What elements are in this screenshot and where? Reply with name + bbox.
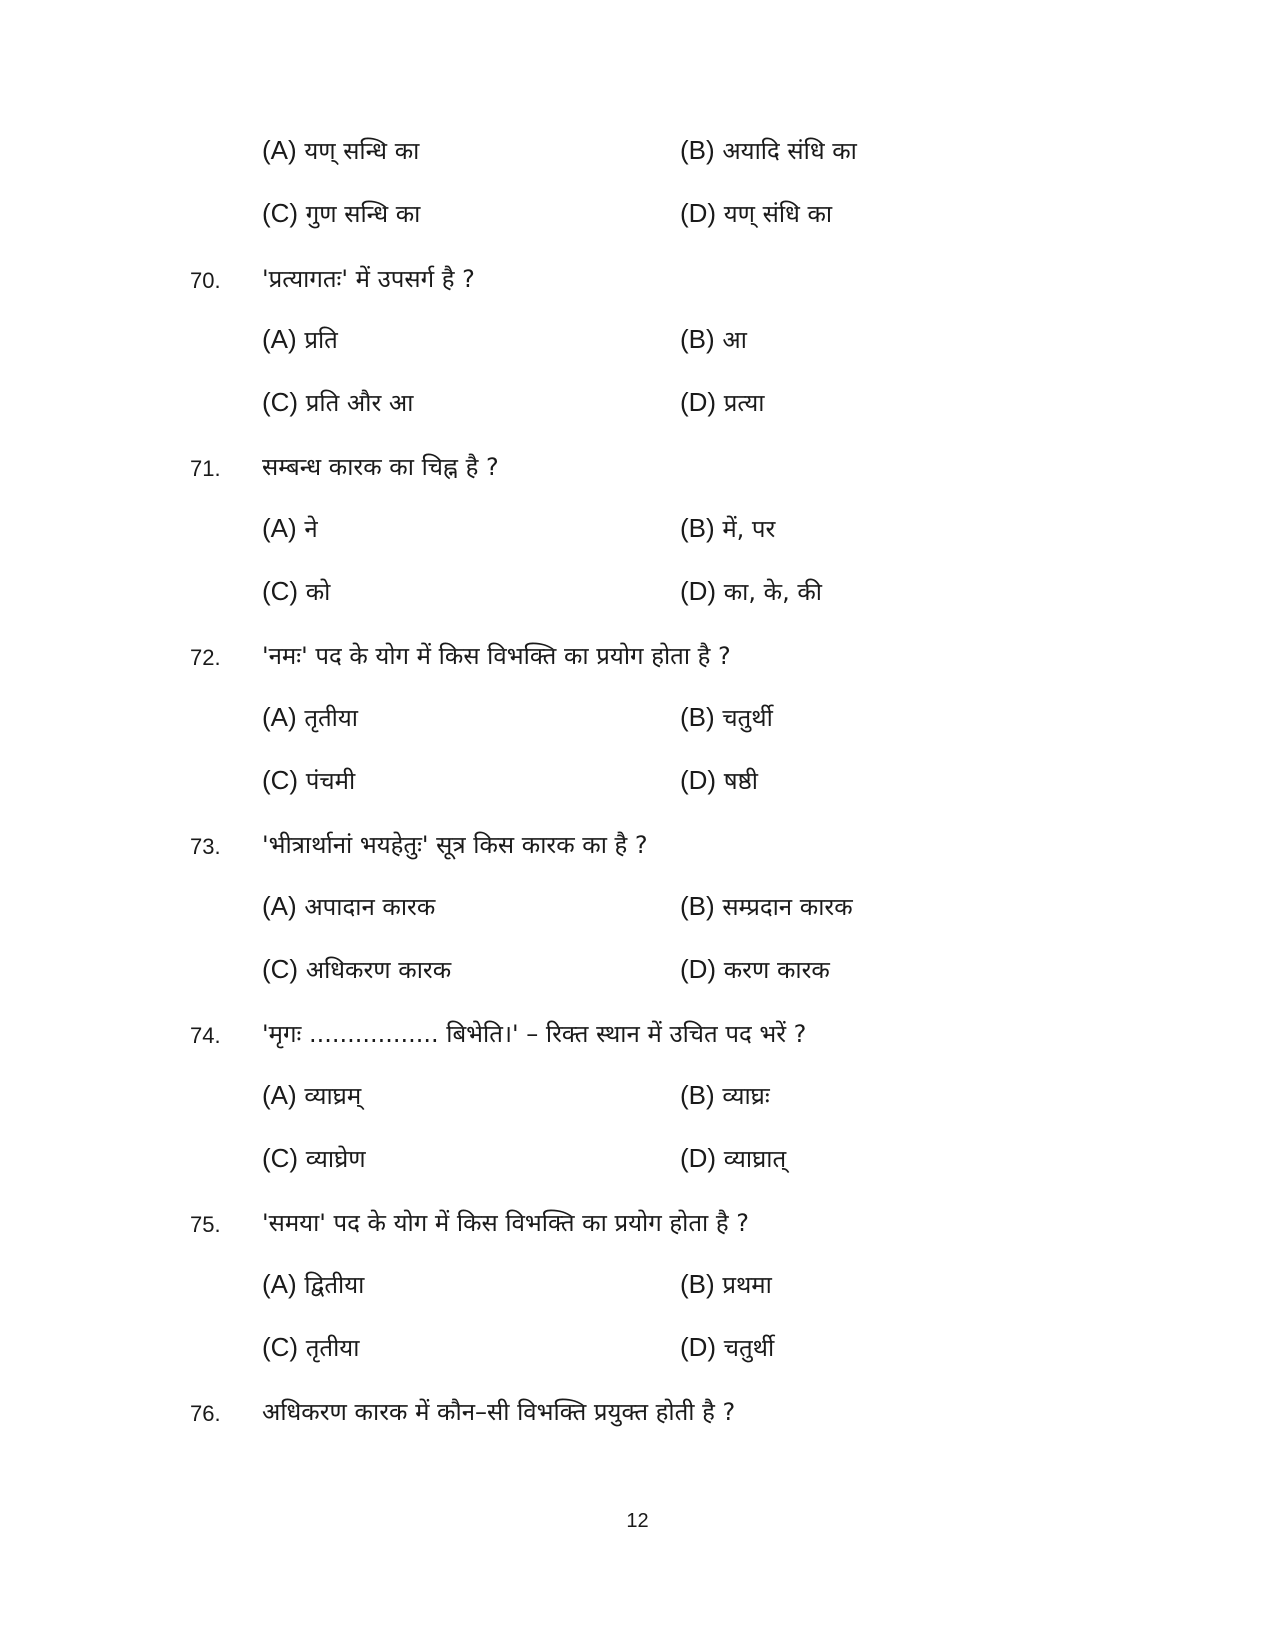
q69-option-d: (D) यण् संधि का — [680, 198, 833, 228]
question-74 — [0, 1017, 1275, 1057]
q73-option-c: (C) अधिकरण कारक — [262, 954, 452, 984]
q69-options-row-1 — [0, 134, 1275, 174]
question-text: 'भीत्रार्थानां भयहेतुः' सूत्र किस कारक का है ? — [262, 831, 648, 859]
q72-options-row-2 — [0, 764, 1275, 804]
question-number: 71. — [190, 456, 221, 481]
q73-options-row-1 — [0, 890, 1275, 930]
q72-option-c: (C) पंचमी — [262, 765, 356, 795]
q72-option-a: (A) तृतीया — [262, 702, 359, 732]
q71-options-row-1 — [0, 512, 1275, 552]
q71-option-c: (C) को — [262, 576, 331, 606]
question-text: 'नमः' पद के योग में किस विभक्ति का प्रयोग होता है ? — [262, 642, 731, 670]
q71-options-row-2 — [0, 575, 1275, 615]
question-number: 70. — [190, 268, 221, 293]
q74-option-a: (A) व्याघ्रम् — [262, 1080, 362, 1110]
q71-option-d: (D) का, के, की — [680, 576, 822, 606]
question-number: 74. — [190, 1023, 221, 1048]
q69-options-row-2 — [0, 197, 1275, 237]
question-number: 72. — [190, 645, 221, 670]
q73-options-row-2 — [0, 953, 1275, 993]
question-number: 73. — [190, 834, 221, 859]
q70-option-a: (A) प्रति — [262, 324, 338, 354]
q70-option-b: (B) आ — [680, 324, 747, 354]
q69-option-c: (C) गुण सन्धि का — [262, 198, 421, 228]
question-text: 'प्रत्यागतः' में उपसर्ग है ? — [262, 265, 475, 293]
page-number: 12 — [626, 1510, 649, 1532]
q69-option-b: (B) अयादि संधि का — [680, 135, 857, 165]
question-text: सम्बन्ध कारक का चिह्न है ? — [262, 453, 499, 481]
q70-option-c: (C) प्रति और आ — [262, 387, 414, 417]
q70-option-d: (D) प्रत्या — [680, 387, 765, 417]
question-number: 75. — [190, 1212, 221, 1237]
question-70 — [0, 262, 1275, 302]
q75-options-row-1 — [0, 1268, 1275, 1308]
question-text: 'मृगः ................. बिभेति।' – रिक्त स्थान में उचित पद भरें ? — [262, 1020, 807, 1048]
q73-option-b: (B) सम्प्रदान कारक — [680, 891, 853, 921]
q73-option-d: (D) करण कारक — [680, 954, 830, 984]
question-text: अधिकरण कारक में कौन–सी विभक्ति प्रयुक्त होती है ? — [262, 1398, 736, 1426]
q75-option-b: (B) प्रथमा — [680, 1269, 772, 1299]
question-text: 'समया' पद के योग में किस विभक्ति का प्रयोग होता है ? — [262, 1209, 749, 1237]
question-73 — [0, 828, 1275, 868]
q72-option-b: (B) चतुर्थी — [680, 702, 773, 732]
q74-options-row-2 — [0, 1142, 1275, 1182]
question-72 — [0, 639, 1275, 679]
q74-options-row-1 — [0, 1079, 1275, 1119]
question-76 — [0, 1395, 1275, 1435]
q75-options-row-2 — [0, 1331, 1275, 1371]
q74-option-d: (D) व्याघ्रात् — [680, 1143, 787, 1173]
q69-option-a: (A) यण् सन्धि का — [262, 135, 420, 165]
question-75 — [0, 1206, 1275, 1246]
q75-option-a: (A) द्वितीया — [262, 1269, 365, 1299]
q72-option-d: (D) षष्ठी — [680, 765, 758, 795]
q71-option-a: (A) ने — [262, 513, 318, 543]
q71-option-b: (B) में, पर — [680, 513, 776, 543]
q74-option-b: (B) व्याघ्रः — [680, 1080, 770, 1110]
q74-option-c: (C) व्याघ्रेण — [262, 1143, 366, 1173]
q75-option-c: (C) तृतीया — [262, 1332, 360, 1362]
q72-options-row-1 — [0, 701, 1275, 741]
q75-option-d: (D) चतुर्थी — [680, 1332, 775, 1362]
question-number: 76. — [190, 1401, 221, 1426]
q70-options-row-1 — [0, 323, 1275, 363]
question-71 — [0, 450, 1275, 490]
q70-options-row-2 — [0, 386, 1275, 426]
q73-option-a: (A) अपादान कारक — [262, 891, 436, 921]
